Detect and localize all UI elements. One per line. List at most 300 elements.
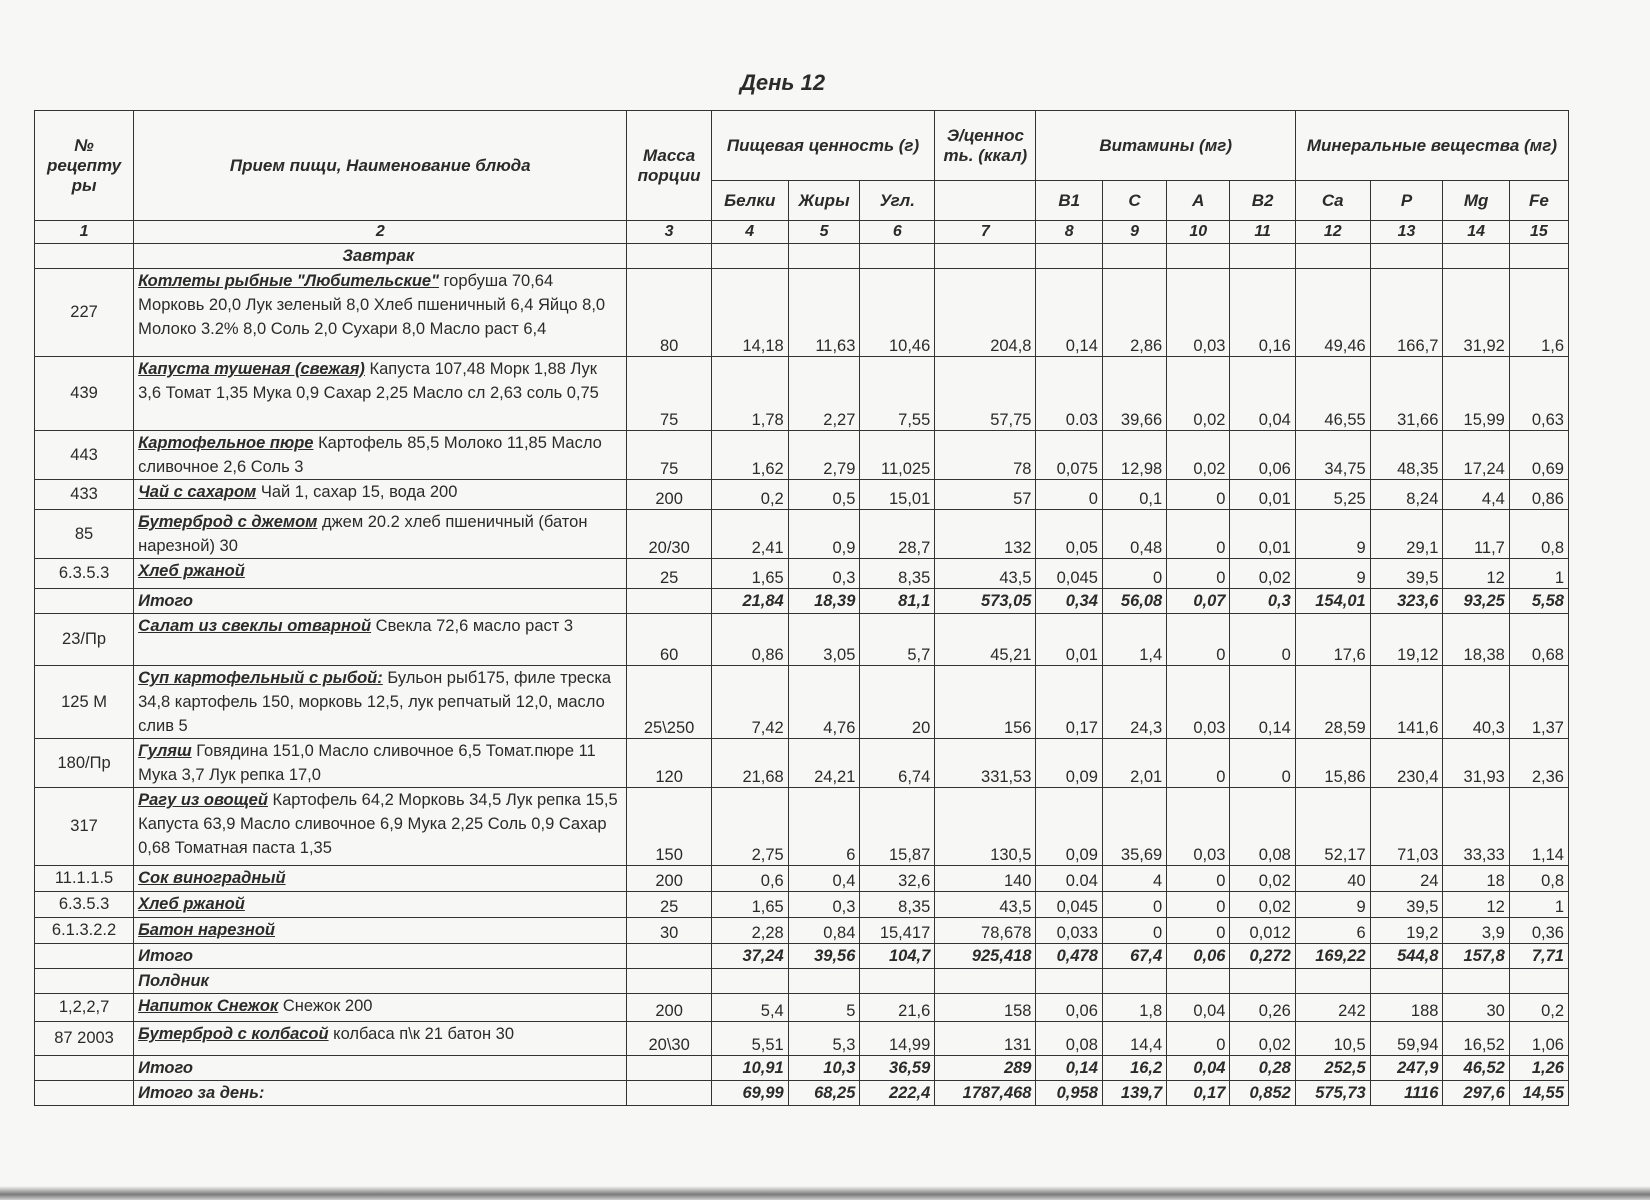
empty-cell [711,969,788,994]
value-cell: 15,86 [1295,739,1370,788]
header-ca: Ca [1295,181,1370,221]
value-cell: 0,86 [711,614,788,666]
value-cell: 14,99 [860,1022,935,1056]
total-value: 222,4 [860,1081,935,1106]
portion-mass: 200 [627,480,711,510]
header-fe: Fe [1509,181,1568,221]
total-value: 573,05 [935,589,1036,614]
total-value: 575,73 [1295,1081,1370,1106]
dish-ingredients: горбуша 70,64 Морковь 20,0 Лук зеленый 8,0 Хлеб пшеничный 6,4 Яйцо 8,0 Молоко 3.2% 8,0 Соль 2,0 Сухари 8,0 Масло раст 6,4 [138,272,606,338]
value-cell: 0,48 [1102,510,1166,559]
value-cell: 0,8 [1509,866,1568,892]
dish-name: Бутерброд с колбасой [138,1025,329,1043]
total-code-cell [35,944,134,969]
header-b1: В1 [1036,181,1102,221]
section-label: Полдник [134,969,627,994]
value-cell: 48,35 [1370,431,1443,480]
table-row [35,666,1569,739]
value-cell: 0,2 [1509,994,1568,1022]
value-cell: 21,6 [860,994,935,1022]
value-cell: 0 [1167,510,1230,559]
value-cell: 8,35 [860,892,935,918]
value-cell: 4,76 [788,666,860,739]
value-cell: 1,06 [1509,1022,1568,1056]
value-cell: 0,26 [1230,994,1295,1022]
total-value: 925,418 [935,944,1036,969]
recipe-code: 439 [35,357,134,431]
value-cell: 17,24 [1443,431,1509,480]
dish-cell [134,866,627,892]
value-cell: 0,01 [1230,480,1295,510]
value-cell: 0,68 [1509,614,1568,666]
value-cell: 0,03 [1167,269,1230,357]
total-value: 0,852 [1230,1081,1295,1106]
dish-ingredients: Картофель 64,2 Морковь 34,5 Лук репка 15,5 Капуста 63,9 Масло сливочное 6,9 Мука 2,25 Соль 0,9 Сахар 0,68 Томатная паста 1,35 [138,791,618,857]
header-fat: Жиры [788,181,860,221]
total-value: 1116 [1370,1081,1443,1106]
value-cell: 1 [1509,559,1568,589]
value-cell: 0,09 [1036,788,1102,866]
value-cell: 4 [1102,866,1166,892]
empty-cell [1036,969,1102,994]
total-value: 10,3 [788,1056,860,1081]
value-cell: 8,24 [1370,480,1443,510]
total-value: 154,01 [1295,589,1370,614]
section-label: Завтрак [134,244,627,269]
value-cell: 43,5 [935,559,1036,589]
dish-name: Картофельное пюре [138,434,314,452]
value-cell: 5,25 [1295,480,1370,510]
value-cell: 0,63 [1509,357,1568,431]
dish-cell [134,1022,627,1056]
value-cell: 71,03 [1370,788,1443,866]
value-cell: 15,99 [1443,357,1509,431]
value-cell: 0,8 [1509,510,1568,559]
header-minerals: Минеральные вещества (мг) [1295,111,1568,181]
value-cell: 10,46 [860,269,935,357]
value-cell: 5,4 [711,994,788,1022]
portion-mass: 30 [627,918,711,944]
value-cell: 0 [1230,614,1295,666]
value-cell: 0,012 [1230,918,1295,944]
page-title: День 12 [740,70,826,95]
value-cell: 1,62 [711,431,788,480]
value-cell: 19,2 [1370,918,1443,944]
value-cell: 78 [935,431,1036,480]
header-mass: Масса порции [627,111,711,221]
value-cell: 0,045 [1036,559,1102,589]
value-cell: 0 [1102,892,1166,918]
dish-cell [134,918,627,944]
column-number-row [35,221,1569,244]
value-cell: 49,46 [1295,269,1370,357]
total-value: 0,958 [1036,1081,1102,1106]
value-cell: 0.04 [1036,866,1102,892]
empty-cell [935,244,1036,269]
dish-ingredients: Картофель 85,5 Молоко 11,85 Масло сливочное 2,6 Соль 3 [138,434,602,476]
total-value: 0,06 [1167,944,1230,969]
empty-cell [788,244,860,269]
value-cell: 140 [935,866,1036,892]
column-number: 5 [788,221,860,244]
total-value: 323,6 [1370,589,1443,614]
value-cell: 0 [1230,739,1295,788]
value-cell: 0,02 [1230,559,1295,589]
empty-cell [860,969,935,994]
dish-ingredients: Капуста 107,48 Морк 1,88 Лук 3,6 Томат 1,35 Мука 0,9 Сахар 2,25 Масло сл 2,63 соль 0,75 [138,360,599,402]
recipe-code: 125 М [35,666,134,739]
column-number: 8 [1036,221,1102,244]
total-value: 0,07 [1167,589,1230,614]
total-value: 0,3 [1230,589,1295,614]
header-recipe-no: № рецепту ры [35,111,134,221]
table-row [35,994,1569,1022]
empty-cell [1370,244,1443,269]
total-value: 169,22 [1295,944,1370,969]
dish-cell [134,994,627,1022]
value-cell: 242 [1295,994,1370,1022]
total-row [35,944,1569,969]
total-mass-cell [627,589,711,614]
dish-cell [134,614,627,666]
header-b2: В2 [1230,181,1295,221]
total-value: 0,272 [1230,944,1295,969]
value-cell: 1,6 [1509,269,1568,357]
recipe-code: 23/Пр [35,614,134,666]
value-cell: 11,63 [788,269,860,357]
value-cell: 57 [935,480,1036,510]
dish-name: Рагу из овощей [138,791,268,809]
dish-cell [134,788,627,866]
value-cell: 0,075 [1036,431,1102,480]
empty-cell [627,969,711,994]
value-cell: 15,417 [860,918,935,944]
value-cell: 0,08 [1230,788,1295,866]
portion-mass: 150 [627,788,711,866]
value-cell: 0,16 [1230,269,1295,357]
value-cell: 1,14 [1509,788,1568,866]
value-cell: 0,9 [788,510,860,559]
total-value: 5,58 [1509,589,1568,614]
value-cell: 9 [1295,510,1370,559]
value-cell: 0 [1167,866,1230,892]
dish-name: Сок виноградный [138,869,286,887]
value-cell: 40,3 [1443,666,1509,739]
dish-name: Хлеб ржаной [138,562,245,580]
table-row [35,559,1569,589]
value-cell: 1,37 [1509,666,1568,739]
total-label: Итого за день: [134,1081,627,1106]
value-cell: 19,12 [1370,614,1443,666]
value-cell: 0 [1036,480,1102,510]
section-row [35,244,1569,269]
empty-cell [788,969,860,994]
value-cell: 0,04 [1167,994,1230,1022]
total-value: 252,5 [1295,1056,1370,1081]
total-value: 157,8 [1443,944,1509,969]
value-cell: 16,52 [1443,1022,1509,1056]
value-cell: 1,65 [711,892,788,918]
header-energy: Э/ценнос ть. (ккал) [935,111,1036,181]
table-body [35,244,1569,1106]
value-cell: 39,5 [1370,892,1443,918]
value-cell: 0,02 [1230,866,1295,892]
total-label: Итого [134,944,627,969]
recipe-code: 87 2003 [35,1022,134,1056]
total-value: 247,9 [1370,1056,1443,1081]
recipe-code: 443 [35,431,134,480]
total-value: 297,6 [1443,1081,1509,1106]
empty-cell [860,244,935,269]
recipe-code: 317 [35,788,134,866]
value-cell: 0,02 [1167,357,1230,431]
value-cell: 0 [1167,614,1230,666]
value-cell: 0 [1167,559,1230,589]
total-value: 21,84 [711,589,788,614]
value-cell: 7,42 [711,666,788,739]
header-protein: Белки [711,181,788,221]
dish-ingredients: Свекла 72,6 масло раст 3 [371,617,574,635]
total-row [35,589,1569,614]
header-c: С [1102,181,1166,221]
value-cell: 18 [1443,866,1509,892]
value-cell: 46,55 [1295,357,1370,431]
value-cell: 0,1 [1102,480,1166,510]
total-value: 0,04 [1167,1056,1230,1081]
value-cell: 331,53 [935,739,1036,788]
empty-cell [1443,244,1509,269]
value-cell: 18,38 [1443,614,1509,666]
empty-cell [935,969,1036,994]
total-value: 544,8 [1370,944,1443,969]
value-cell: 0 [1167,1022,1230,1056]
value-cell: 188 [1370,994,1443,1022]
dish-cell [134,892,627,918]
column-number: 11 [1230,221,1295,244]
total-value: 67,4 [1102,944,1166,969]
total-value: 93,25 [1443,589,1509,614]
value-cell: 9 [1295,892,1370,918]
scan-edge [0,1186,1650,1200]
table-row [35,918,1569,944]
total-value: 69,99 [711,1081,788,1106]
dish-ingredients: колбаса п\к 21 батон 30 [328,1025,515,1043]
total-value: 10,91 [711,1056,788,1081]
portion-mass: 200 [627,994,711,1022]
column-number: 15 [1509,221,1568,244]
column-number: 10 [1167,221,1230,244]
total-value: 14,55 [1509,1081,1568,1106]
column-number: 6 [860,221,935,244]
value-cell: 34,75 [1295,431,1370,480]
dish-cell [134,559,627,589]
value-cell: 0 [1167,918,1230,944]
total-value: 56,08 [1102,589,1166,614]
dish-ingredients: джем 20.2 хлеб пшеничный (батон нарезной) 30 [138,513,588,555]
value-cell: 0,05 [1036,510,1102,559]
dish-cell [134,480,627,510]
dish-cell [134,510,627,559]
value-cell: 0,033 [1036,918,1102,944]
value-cell: 0,02 [1167,431,1230,480]
total-value: 18,39 [788,589,860,614]
dish-name: Салат из свеклы отварной [138,617,372,635]
nutrition-table [34,110,1569,1106]
value-cell: 2,27 [788,357,860,431]
value-cell: 5 [788,994,860,1022]
value-cell: 6,74 [860,739,935,788]
value-cell: 24 [1370,866,1443,892]
section-row [35,969,1569,994]
value-cell: 0,2 [711,480,788,510]
portion-mass: 120 [627,739,711,788]
total-value: 104,7 [860,944,935,969]
portion-mass: 20/30 [627,510,711,559]
value-cell: 156 [935,666,1036,739]
value-cell: 39,66 [1102,357,1166,431]
total-value: 39,56 [788,944,860,969]
section-code-cell [35,244,134,269]
header-nutrition: Пищевая ценность (г) [711,111,935,181]
value-cell: 0,03 [1167,788,1230,866]
empty-cell [1509,969,1568,994]
value-cell: 0,4 [788,866,860,892]
value-cell: 11,025 [860,431,935,480]
empty-cell [1230,969,1295,994]
value-cell: 2,01 [1102,739,1166,788]
value-cell: 0 [1102,559,1166,589]
dish-ingredients: Бульон рыб175, филе треска 34,8 картофель 150, морковь 12,5, лук репчатый 12,0, масло слив 5 [138,669,612,735]
total-label: Итого [134,589,627,614]
total-value: 1,26 [1509,1056,1568,1081]
total-value: 7,71 [1509,944,1568,969]
total-value: 46,52 [1443,1056,1509,1081]
total-value: 1787,468 [935,1081,1036,1106]
total-mass-cell [627,1056,711,1081]
total-value: 16,2 [1102,1056,1166,1081]
recipe-code: 6.3.5.3 [35,559,134,589]
portion-mass: 75 [627,431,711,480]
value-cell: 0,01 [1230,510,1295,559]
value-cell: 0.03 [1036,357,1102,431]
dish-name: Суп картофельный с рыбой: [138,669,383,687]
empty-cell [1167,969,1230,994]
section-code-cell [35,969,134,994]
dish-cell [134,357,627,431]
empty-cell [1036,244,1102,269]
empty-cell [1295,244,1370,269]
empty-cell [1102,244,1166,269]
value-cell: 230,4 [1370,739,1443,788]
value-cell: 31,92 [1443,269,1509,357]
total-mass-cell [627,1081,711,1106]
total-label: Итого [134,1056,627,1081]
value-cell: 20 [860,666,935,739]
empty-cell [1167,244,1230,269]
recipe-code: 6.3.5.3 [35,892,134,918]
header-carbs: Угл. [860,181,935,221]
value-cell: 28,7 [860,510,935,559]
value-cell: 0,045 [1036,892,1102,918]
total-value: 0,28 [1230,1056,1295,1081]
table-row [35,1022,1569,1056]
value-cell: 10,5 [1295,1022,1370,1056]
value-cell: 0,14 [1230,666,1295,739]
portion-mass: 60 [627,614,711,666]
total-value: 139,7 [1102,1081,1166,1106]
dish-name: Батон нарезной [138,921,275,939]
column-number: 4 [711,221,788,244]
empty-cell [1370,969,1443,994]
value-cell: 7,55 [860,357,935,431]
recipe-code: 180/Пр [35,739,134,788]
value-cell: 39,5 [1370,559,1443,589]
value-cell: 0,36 [1509,918,1568,944]
value-cell: 12 [1443,559,1509,589]
header-energy-blank [935,181,1036,221]
value-cell: 15,01 [860,480,935,510]
value-cell: 32,6 [860,866,935,892]
dish-name: Капуста тушеная (свежая) [138,360,365,378]
value-cell: 17,6 [1295,614,1370,666]
total-code-cell [35,589,134,614]
value-cell: 0,17 [1036,666,1102,739]
value-cell: 12,98 [1102,431,1166,480]
table-row [35,269,1569,357]
value-cell: 141,6 [1370,666,1443,739]
dish-cell [134,431,627,480]
column-number: 13 [1370,221,1443,244]
value-cell: 33,33 [1443,788,1509,866]
portion-mass: 25\250 [627,666,711,739]
value-cell: 0,08 [1036,1022,1102,1056]
value-cell: 0,09 [1036,739,1102,788]
header-mg: Mg [1443,181,1509,221]
portion-mass: 25 [627,892,711,918]
portion-mass: 25 [627,559,711,589]
value-cell: 1,78 [711,357,788,431]
value-cell: 4,4 [1443,480,1509,510]
value-cell: 2,75 [711,788,788,866]
column-number: 7 [935,221,1036,244]
portion-mass: 80 [627,269,711,357]
value-cell: 14,4 [1102,1022,1166,1056]
value-cell: 8,35 [860,559,935,589]
portion-mass: 200 [627,866,711,892]
value-cell: 1,4 [1102,614,1166,666]
dish-name: Чай с сахаром [138,483,257,501]
table-row [35,788,1569,866]
column-number: 12 [1295,221,1370,244]
empty-cell [1509,244,1568,269]
value-cell: 0,3 [788,892,860,918]
total-value: 68,25 [788,1081,860,1106]
value-cell: 0,69 [1509,431,1568,480]
dish-ingredients: Снежок 200 [278,997,373,1015]
value-cell: 0,3 [788,559,860,589]
value-cell: 5,3 [788,1022,860,1056]
total-value: 289 [935,1056,1036,1081]
value-cell: 0 [1167,892,1230,918]
header-vitamins: Витамины (мг) [1036,111,1295,181]
value-cell: 0,02 [1230,892,1295,918]
value-cell: 2,41 [711,510,788,559]
value-cell: 1,65 [711,559,788,589]
value-cell: 0,86 [1509,480,1568,510]
dish-name: Гуляш [138,742,192,760]
value-cell: 0,84 [788,918,860,944]
value-cell: 131 [935,1022,1036,1056]
